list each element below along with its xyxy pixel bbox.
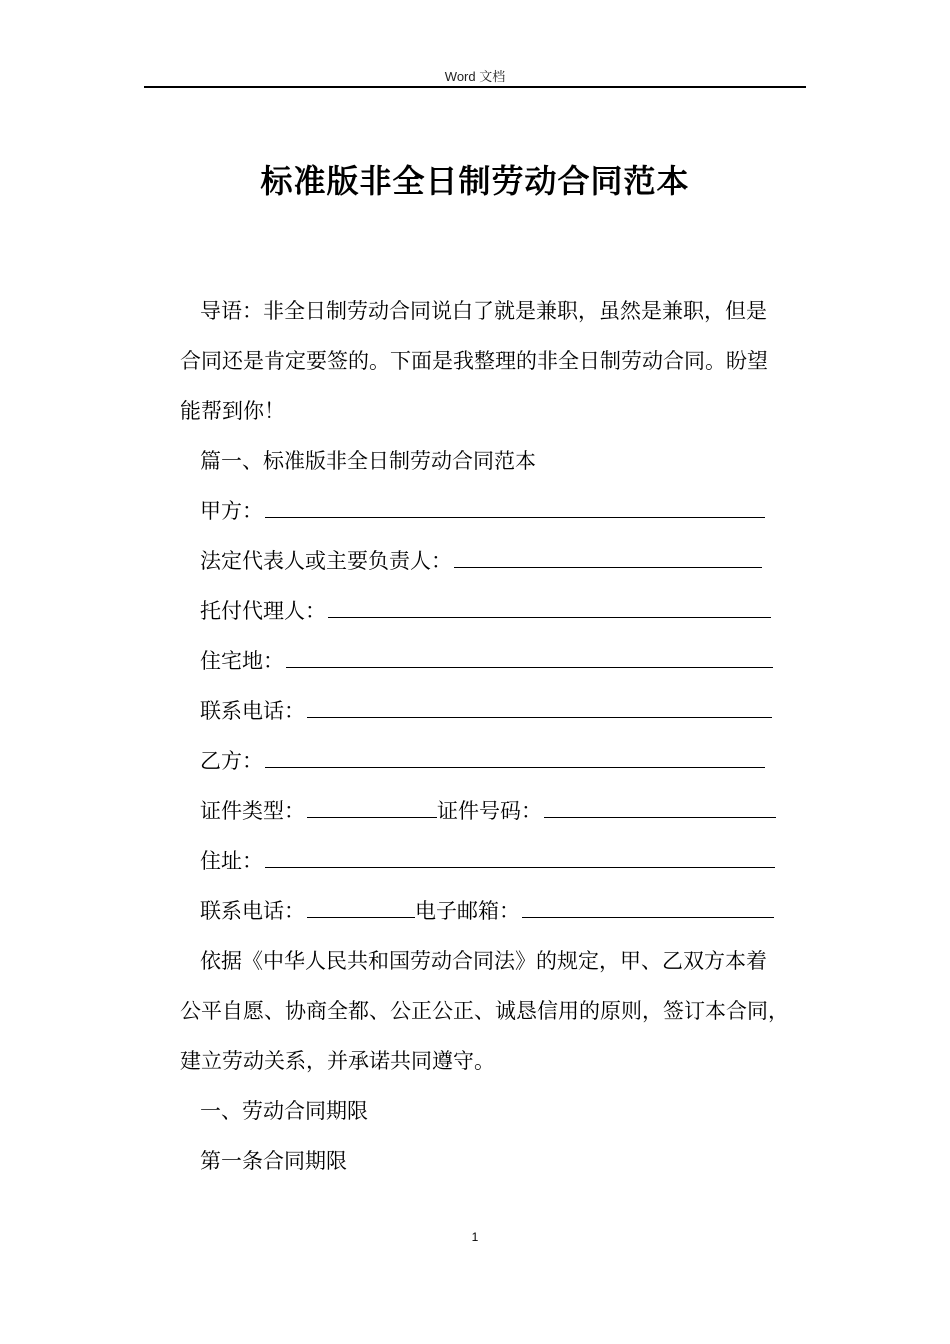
party-a-field	[265, 497, 765, 518]
document-title: 标准版非全日制劳动合同范本	[260, 162, 690, 200]
party-a-address-row	[200, 646, 773, 676]
party-a-row	[200, 496, 765, 526]
party-b-row	[200, 746, 765, 776]
id-row	[200, 796, 776, 826]
legal-rep-row	[200, 546, 762, 576]
party-b-address-row	[200, 846, 775, 876]
email-label: 电子邮箱：	[415, 899, 520, 923]
party-a-phone-row	[200, 696, 772, 726]
party-b-address-label: 住址：	[200, 849, 263, 873]
party-a-phone-label: 联系电话：	[200, 699, 305, 723]
intro-line-1: 导语：非全日制劳动合同说白了就是兼职，虽然是兼职，但是	[200, 299, 767, 323]
basis-line-1: 依据《中华人民共和国劳动合同法》的规定，甲、乙双方本着	[200, 949, 767, 973]
intro-line-3: 能帮到你！	[180, 399, 285, 423]
header-rule	[144, 86, 806, 88]
party-b-phone-label: 联系电话：	[200, 899, 305, 923]
party-a-address-field	[286, 647, 773, 668]
id-type-field	[307, 797, 437, 818]
chapter-one-heading: 一、劳动合同期限	[200, 1099, 368, 1123]
party-a-address-label: 住宅地：	[200, 649, 284, 673]
id-number-field	[544, 797, 776, 818]
page-header: Word 文档	[444, 69, 506, 84]
agent-label: 托付代理人：	[200, 599, 326, 623]
id-number-label: 证件号码：	[437, 799, 542, 823]
party-b-phone-field	[307, 897, 415, 918]
legal-rep-field	[454, 547, 762, 568]
page-number: 1	[471, 1230, 479, 1244]
legal-rep-label: 法定代表人或主要负责人：	[200, 549, 452, 573]
agent-field	[328, 597, 771, 618]
party-b-address-field	[265, 847, 775, 868]
email-field	[522, 897, 774, 918]
party-b-label: 乙方：	[200, 749, 263, 773]
party-b-field	[265, 747, 765, 768]
intro-line-2: 合同还是肯定要签的。下面是我整理的非全日制劳动合同。盼望	[180, 349, 768, 373]
article-one-heading: 第一条合同期限	[200, 1149, 347, 1173]
party-b-contact-row	[200, 896, 774, 926]
party-a-label: 甲方：	[200, 499, 263, 523]
agent-row	[200, 596, 771, 626]
basis-line-3: 建立劳动关系，并承诺共同遵守。	[180, 1049, 495, 1073]
section-heading: 篇一、标准版非全日制劳动合同范本	[200, 449, 536, 473]
party-a-phone-field	[307, 697, 772, 718]
id-type-label: 证件类型：	[200, 799, 305, 823]
basis-line-2: 公平自愿、协商全都、公正公正、诚恳信用的原则，签订本合同，	[180, 999, 789, 1023]
